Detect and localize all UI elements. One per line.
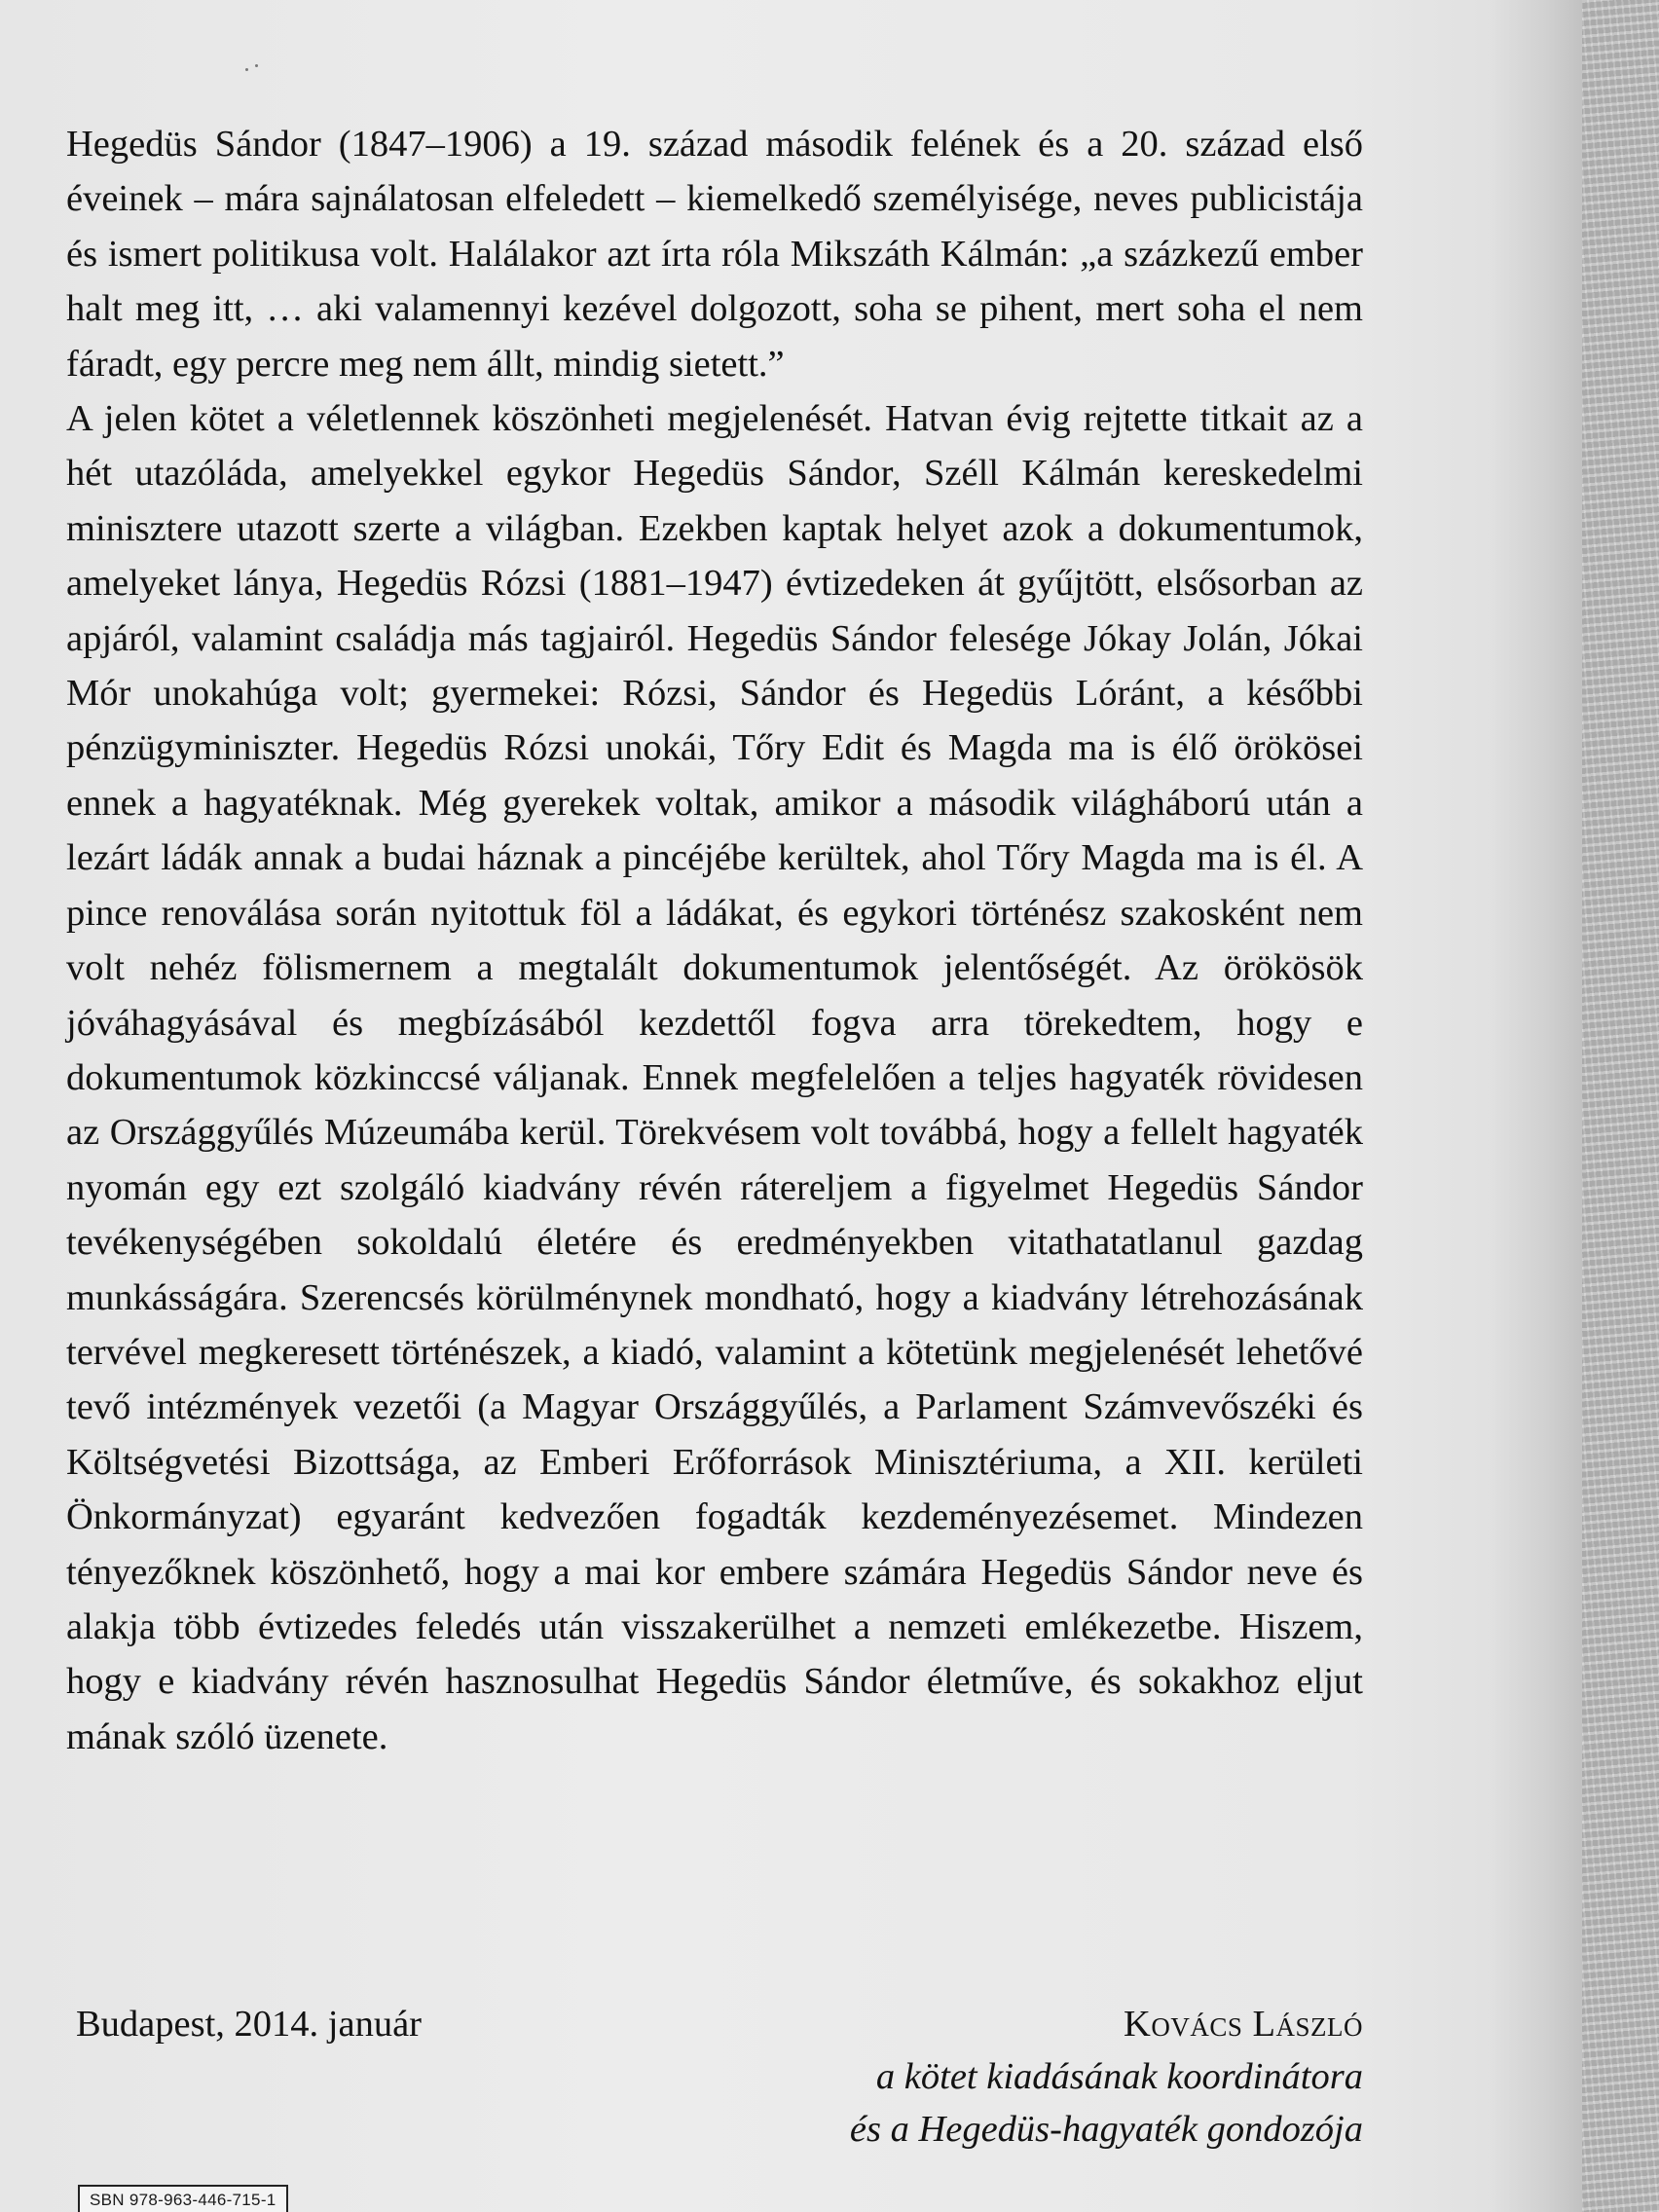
paragraph-intro: Hegedüs Sándor (1847–1906) a 19. század második felének és a 20. század első éveinek – mára sajnálatosan elfeledett – kiemelkedő személyisége, neves publicistája és ismert politikusa volt. Halálakor azt írta róla Mikszáth Kálmán: „a százkezű ember halt meg itt, … aki valamennyi kezével dolgozott, soha se pihent, mert soha el nem fáradt, egy percre meg nem állt, mindig sietett.” xyxy=(66,124,1363,385)
body-text xyxy=(66,117,1363,1764)
background-surface xyxy=(1582,0,1659,2212)
author-role-line-2: és a Hegedüs-hagyaték gondozója xyxy=(849,2109,1363,2150)
print-speck xyxy=(245,68,248,71)
page-edge-shadow xyxy=(1490,0,1582,2212)
isbn-label: SBN 978-963-446-715-1 xyxy=(78,2185,288,2212)
author-block xyxy=(850,1998,1363,2156)
place-date: Budapest, 2014. január xyxy=(76,2004,422,2045)
author-role-line-1: a kötet kiadásának koordinátora xyxy=(875,2056,1363,2097)
paragraph-main: A jelen kötet a véletlennek köszönheti megjelenését. Hatvan évig rejtette titkait az a hét utazóláda, amelyekkel egykor Hegedüs Sándor, Széll Kálmán kereskedelmi minisztere utazott szerte a világban. Ezekben kaptak helyet azok a dokumentumok, amelyeket lánya, Hegedüs Rózsi (1881–1947) évtizedeken át gyűjtött, elsősorban az apjáról, valamint családja más tagjairól. Hegedüs Sándor felesége Jókay Jolán, Jókai Mór unokahúga volt; gyermekei: Rózsi, Sándor és Hegedüs Lóránt, a későbbi pénzügyminiszter. Hegedüs Rózsi unokái, Tőry Edit és Magda ma is élő örökösei ennek a hagyatéknak. Még gyerekek voltak, amikor a második világháború után a lezárt ládák annak a budai háznak a pincéjébe kerültek, ahol Tőry Magda ma is él. A pince renoválása során nyitottuk föl a ládákat, és egykori történész szakosként nem volt nehéz fölismernem a megtalált dokumentumok jelentőségét. Az örökösök jóváhagyásával és megbízásából kezdettől fogva arra törekedtem, hogy e dokumentumok közkinccsé váljanak. Ennek megfelelően a teljes hagyaték rövidesen az Országgyűlés Múzeumába kerül. Törekvésem volt továbbá, hogy a fellelt hagyaték nyomán egy ezt szolgáló kiadvány révén rátereljem a figyelmet Hegedüs Sándor tevékenységében sokoldalú életére és eredményekben vitathatatlanul gazdag munkásságára. Szerencsés körülménynek mondható, hogy a kiadvány létrehozásának tervével megkeresett történészek, a kiadó, valamint a kötetünk megjelenését lehetővé tevő intézmények vezetői (a Magyar Országgyűlés, a Parlament Számvevőszéki és Költségvetési Bizottsága, az Emberi Erőforrások Minisztériuma, a XII. kerületi Önkormányzat) egyaránt kedvezően fogadták kezdeményezésemet. Mindezen tényezőknek köszönhető, hogy a mai kor embere számára Hegedüs Sándor neve és alakja több évtizedes feledés után visszakerülhet a nemzeti emlékezetbe. Hiszem, hogy e kiadvány révén hasznosulhat Hegedüs Sándor életműve, és sokakhoz eljut mának szóló üzenete. xyxy=(66,398,1363,1757)
author-name: Kovács László xyxy=(1124,2004,1363,2045)
print-speck xyxy=(255,64,258,67)
